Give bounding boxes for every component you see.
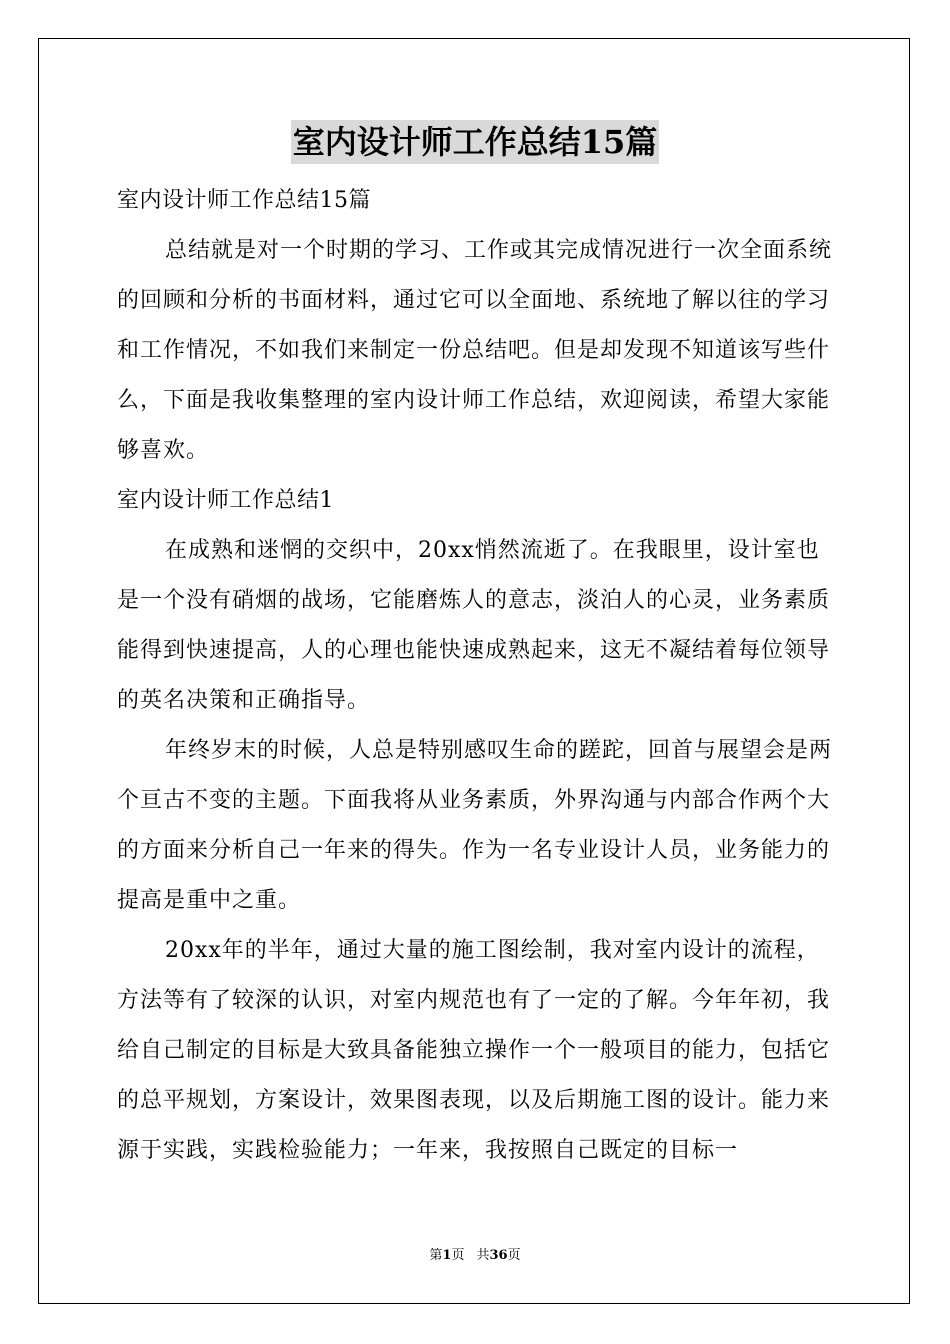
section-heading: 室内设计师工作总结1 xyxy=(117,488,334,513)
body-paragraph: 在成熟和迷惘的交织中，20xx悄然流逝了。在我眼里，设计室也是一个没有硝烟的战场，它能磨炼人的意志，淡泊人的心灵，业务素质能得到快速提高，人的心理也能快速成熟起来，这无不凝结着每位领导的英名决策和正确指导。 xyxy=(117,538,831,713)
current-page-number: 1 xyxy=(442,1248,452,1263)
page-footer xyxy=(0,1247,950,1265)
title-area xyxy=(0,120,950,164)
intro-paragraph: 总结就是对一个时期的学习、工作或其完成情况进行一次全面系统的回顾和分析的书面材料，通过它可以全面地、系统地了解以往的学习和工作情况，不如我们来制定一份总结吧。但是却发现不知道该写些什么，下面是我收集整理的室内设计师工作总结，欢迎阅读，希望大家能够喜欢。 xyxy=(117,238,833,463)
page-prefix: 第 xyxy=(429,1248,443,1263)
page-suffix: 页 xyxy=(451,1248,465,1263)
total-suffix: 页 xyxy=(507,1248,521,1263)
document-subtitle: 室内设计师工作总结15篇 xyxy=(117,188,371,213)
document-body xyxy=(117,176,837,1176)
total-pages-number: 36 xyxy=(489,1248,508,1263)
body-paragraph: 年终岁末的时候，人总是特别感叹生命的蹉跎，回首与展望会是两个亘古不变的主题。下面我将从业务素质，外界沟通与内部合作两个大的方面来分析自己一年来的得失。作为一名专业设计人员，业务能力的提高是重中之重。 xyxy=(117,738,833,913)
document-title: 室内设计师工作总结15篇 xyxy=(291,120,660,164)
body-paragraph: 20xx年的半年，通过大量的施工图绘制，我对室内设计的流程，方法等有了较深的认识，对室内规范也有了一定的了解。今年年初，我给自己制定的目标是大致具备能独立操作一个一般项目的能力，包括它的总平规划，方案设计，效果图表现，以及后期施工图的设计。能力来源于实践，实践检验能力；一年来，我按照自己既定的目标一 xyxy=(117,938,831,1163)
total-prefix: 共 xyxy=(476,1248,490,1263)
